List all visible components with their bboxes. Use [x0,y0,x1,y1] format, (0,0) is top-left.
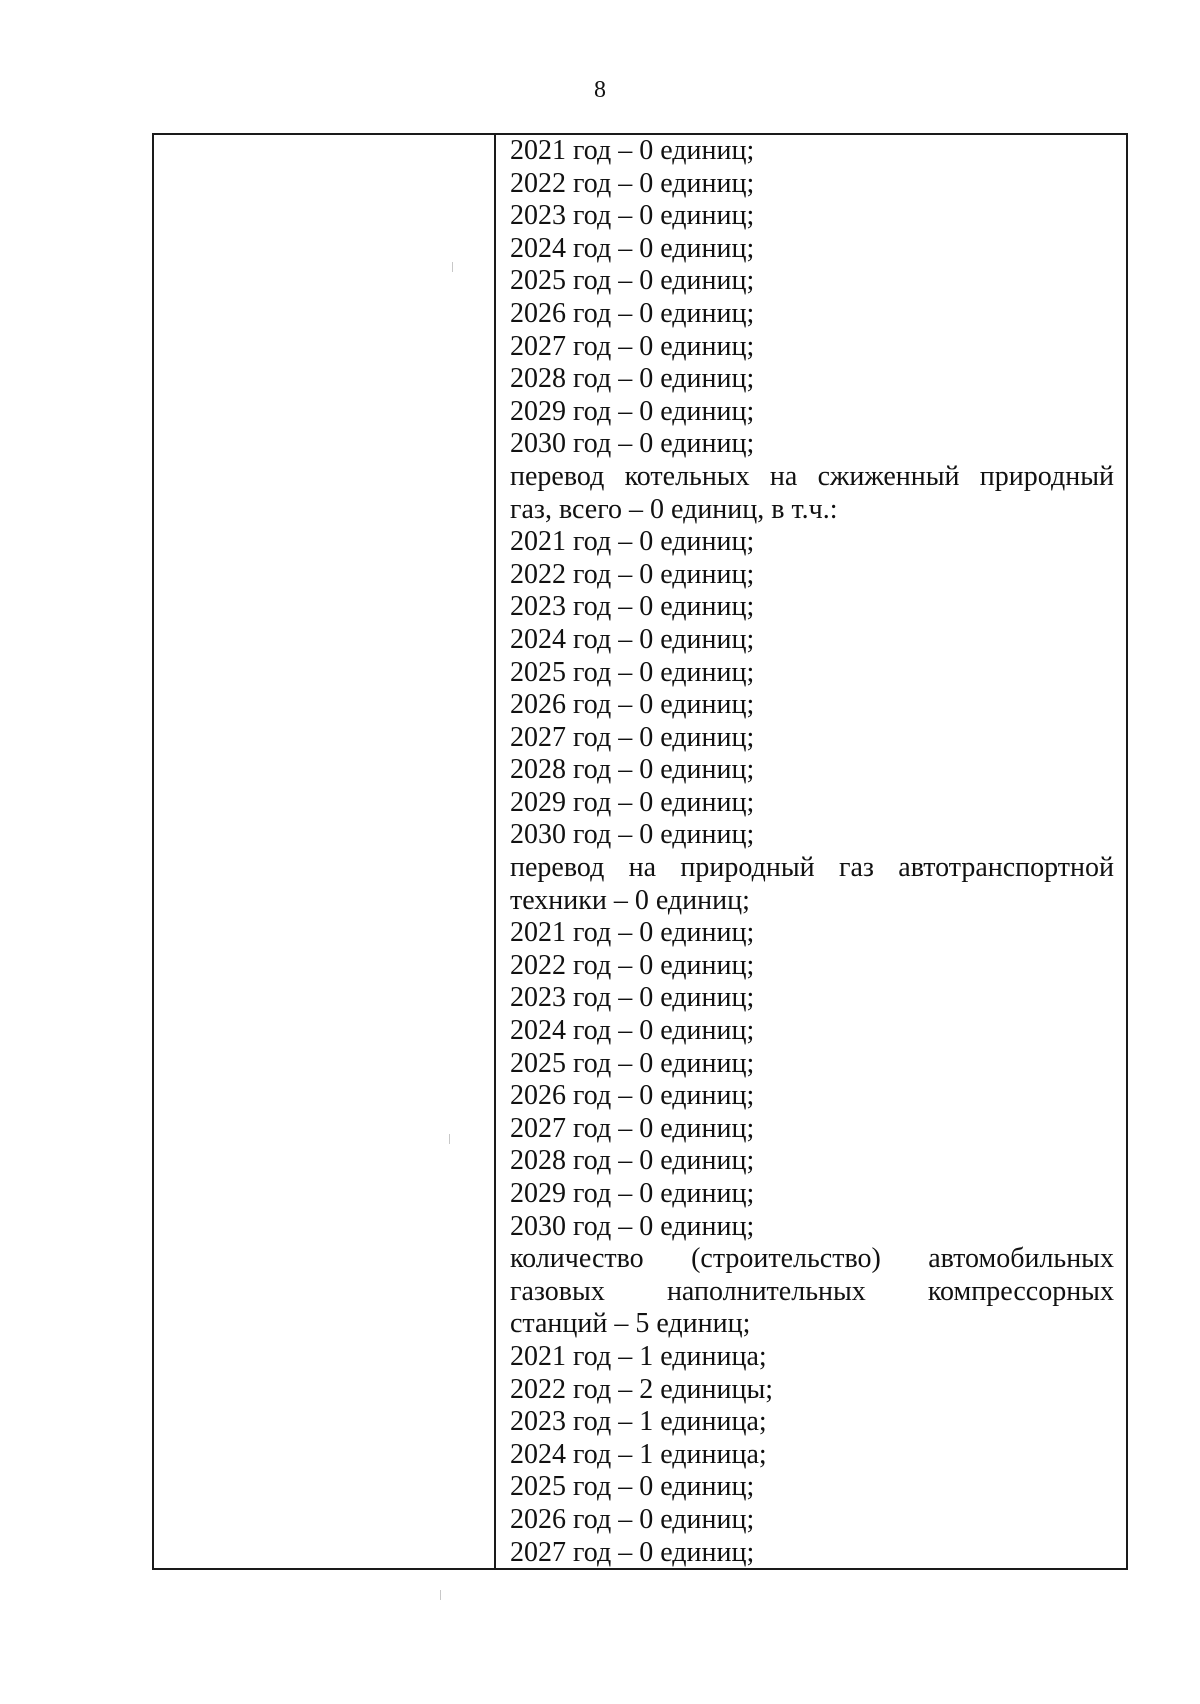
text-line: 2025 год – 0 единиц; [510,656,755,688]
text-line: станций – 5 единиц; [510,1308,751,1340]
text-line: 2022 год – 0 единиц; [510,949,755,981]
table-right-cell [496,135,1126,1568]
text-line: 2023 год – 0 единиц; [510,982,755,1014]
text-line: перевод на природный газ автотранспортной [510,852,1114,884]
text-line: 2027 год – 0 единиц; [510,330,755,362]
text-line: техники – 0 единиц; [510,884,750,916]
text-line: 2026 год – 0 единиц; [510,1503,755,1535]
text-line: 2029 год – 0 единиц; [510,1178,755,1209]
text-line: 2027 год – 0 единиц; [510,721,755,753]
text-line: 2026 год – 0 единиц; [510,1080,755,1112]
text-line: 2023 год – 0 единиц; [510,591,755,623]
page-number: 8 [594,77,606,103]
document-table [152,133,1128,1570]
text-line: 2028 год – 0 единиц; [510,1145,755,1177]
text-line: 2030 год – 0 единиц; [510,428,755,460]
text-line: 2023 год – 1 единица; [510,1406,767,1438]
text-line: газовых наполнительных компрессорных [510,1275,1114,1307]
text-line: количество (строительство) автомобильных [510,1243,1114,1275]
text-line: 2024 год – 0 единиц; [510,623,755,655]
text-line: 2022 год – 2 единицы; [510,1373,774,1405]
text-line: 2027 год – 0 единиц; [510,1536,755,1568]
text-line: 2021 год – 0 единиц; [510,526,755,558]
text-line: газ, всего – 0 единиц, в т.ч.: [510,493,838,525]
text-line: 2024 год – 1 единица; [510,1438,767,1470]
text-line: 2024 год – 0 единиц; [510,1015,755,1047]
text-line: 2029 год – 0 единиц; [510,786,755,818]
text-line: 2025 год – 0 единиц; [510,265,755,297]
text-line: 2026 год – 0 единиц; [510,297,755,329]
scan-artifact-line [452,262,453,272]
text-line: 2023 год – 0 единиц; [510,200,755,232]
text-line: 2026 год – 0 единиц; [510,689,755,721]
text-line: 2022 год – 0 единиц; [510,167,755,199]
table-left-cell [154,135,496,1568]
text-line: 2022 год – 0 единиц; [510,558,755,590]
text-line: 2021 год – 0 единиц; [510,917,755,949]
scan-artifact-line [449,1134,450,1144]
text-line: 2021 год – 1 единица; [510,1340,767,1372]
text-line: перевод котельных на сжиженный природный [510,460,1114,492]
text-line: 2028 год – 0 единиц; [510,754,755,786]
text-line: 2030 год – 0 единиц; [510,1210,755,1242]
scan-artifact-line [440,1590,441,1600]
text-line: 2025 год – 0 единиц; [510,1047,755,1079]
text-line: 2030 год – 0 единиц; [510,819,755,851]
text-line: 2025 год – 0 единиц; [510,1471,755,1503]
text-line: 2027 год – 0 единиц; [510,1112,755,1144]
text-line: 2024 год – 0 единиц; [510,232,755,264]
text-line: 2029 год – 0 единиц; [510,395,755,427]
text-line: 2028 год – 0 единиц; [510,363,755,395]
text-line: 2021 год – 0 единиц; [510,135,755,166]
